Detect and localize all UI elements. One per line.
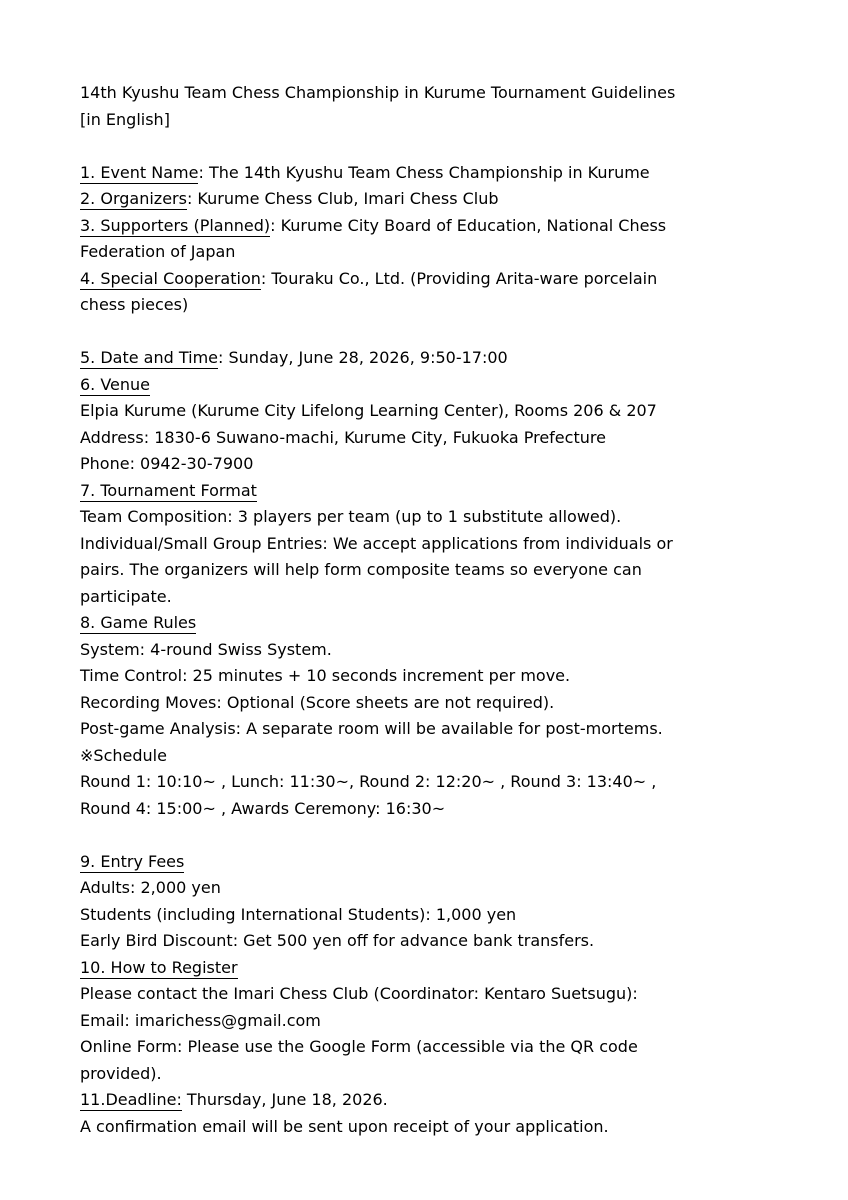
rules-line: Time Control: 25 minutes + 10 seconds increment per move. [80,666,571,685]
section-text: : The 14th Kyushu Team Chess Championship in Kurume [198,162,650,182]
section-heading: 5. Date and Time [80,348,219,367]
format-line: Team Composition: 3 players per team (up to 1 substitute allowed). [80,507,622,526]
section-text: : Touraku Co., Ltd. (Providing Arita-ware porcelain [260,268,658,288]
section-heading: 4. Special Cooperation [80,268,261,288]
section-deadline [80,1087,808,1114]
section-heading: 8. Game Rules [80,613,197,632]
section-heading: 6. Venue [80,374,151,394]
format-line: pairs. The organizers will help form composite teams so everyone can [80,560,642,579]
section-supporters [80,213,808,240]
fees-line: Students (including International Students): 1,000 yen [80,904,517,924]
venue-address: Address: 1830-6 Suwano-machi, Kurume City, Fukuoka Prefecture [80,427,606,447]
venue-phone: Phone: 0942-30-7900 [80,454,254,473]
document-subtitle: [in English] [80,109,170,129]
section-rules-heading [80,610,808,637]
fees-line: Early Bird Discount: Get 500 yen off for advance bank transfers. [80,931,595,950]
section-text: : Sunday, June 28, 2026, 9:50-17:00 [218,348,508,367]
section-text: : Kurume Chess Club, Imari Chess Club [186,189,499,208]
register-line: Online Form: Please use the Google Form (accessible via the QR code [80,1037,638,1056]
section-heading: 10. How to Register [80,957,238,977]
section-special-cooperation [80,266,808,293]
section-heading: 9. Entry Fees [80,851,185,871]
rules-line: Recording Moves: Optional (Score sheets are not required). [80,692,555,712]
section-date-time [80,345,808,372]
section-heading: 3. Supporters (Planned) [80,215,271,235]
section-fees-heading [80,849,808,876]
section-register-heading [80,955,808,982]
section-supporters-cont: Federation of Japan [80,242,236,261]
section-heading: 1. Event Name [80,162,199,182]
section-heading: 2. Organizers [80,189,187,208]
rules-line: System: 4-round Swiss System. [80,639,332,659]
rules-line: Post-game Analysis: A separate room will be available for post-mortems. [80,719,663,738]
register-line: provided). [80,1063,162,1083]
fees-line: Adults: 2,000 yen [80,878,221,897]
section-heading: 11.Deadline: [80,1090,182,1109]
spacer [80,133,808,160]
section-text: Thursday, June 18, 2026. [181,1090,388,1109]
venue-line: Elpia Kurume (Kurume City Lifelong Learning Center), Rooms 206 & 207 [80,401,657,420]
register-email: Email: imarichess@gmail.com [80,1010,321,1030]
section-venue-heading [80,372,808,399]
schedule-heading: ※Schedule [80,745,167,765]
spacer [80,822,808,849]
format-line: Individual/Small Group Entries: We accept applications from individuals or [80,533,673,553]
section-event-name [80,160,808,187]
schedule-line: Round 4: 15:00~ , Awards Ceremony: 16:30~ [80,798,446,818]
schedule-line: Round 1: 10:10~ , Lunch: 11:30~, Round 2: 12:20~ , Round 3: 13:40~ , [80,772,657,791]
confirmation-note: A confirmation email will be sent upon receipt of your application. [80,1116,609,1136]
register-line: Please contact the Imari Chess Club (Coordinator: Kentaro Suetsugu): [80,984,638,1003]
spacer [80,319,808,346]
section-format-heading [80,478,808,505]
section-heading: 7. Tournament Format [80,480,257,500]
section-organizers [80,186,808,213]
section-text: : Kurume City Board of Education, National Chess [270,215,667,235]
document-title: 14th Kyushu Team Chess Championship in Kurume Tournament Guidelines [80,83,676,102]
section-special-cooperation-cont: chess pieces) [80,295,189,314]
format-line: participate. [80,586,172,606]
